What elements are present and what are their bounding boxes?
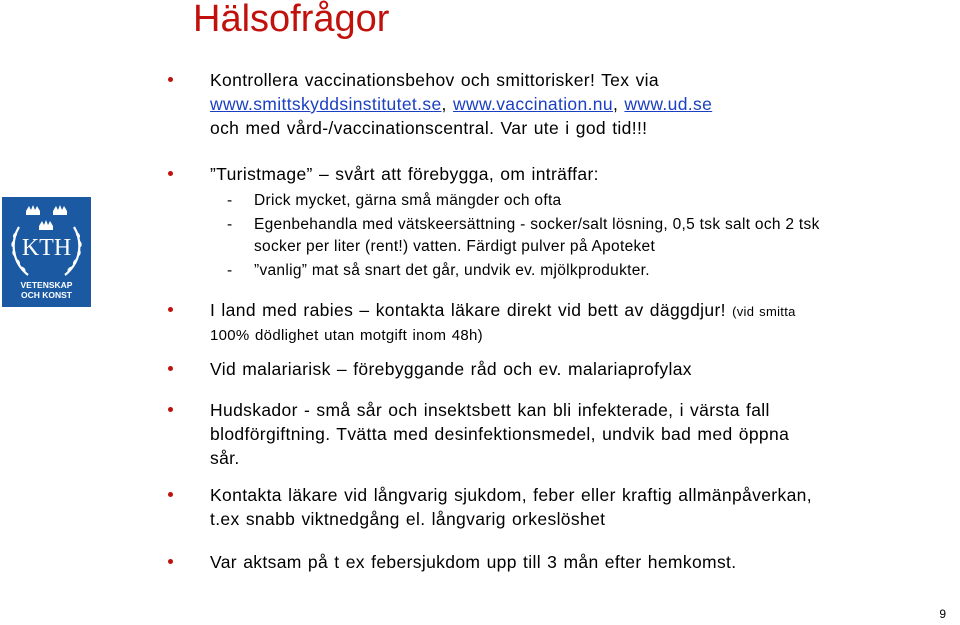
sub-dash: - xyxy=(227,192,233,209)
bullet-text: och med vård-/vaccinationscentral. Var ute i god tid!!! xyxy=(210,118,648,138)
bullet-aktsam xyxy=(163,550,960,574)
bullet-dot-icon xyxy=(168,77,173,82)
bullet-text: Kontrollera vaccinationsbehov och smittorisker! Tex via xyxy=(210,70,659,90)
logo-line2: OCH KONST xyxy=(21,290,72,300)
kth-crest-icon xyxy=(2,197,91,307)
page-number: 9 xyxy=(939,607,946,621)
kth-logo xyxy=(2,197,91,307)
bullet-kontakta-lakare xyxy=(163,483,960,531)
sub-dash: - xyxy=(227,262,233,279)
bullet-text: Hudskador - små sår och insektsbett kan bli infekterade, i värsta fall xyxy=(210,400,770,420)
link-separator: , xyxy=(612,94,625,114)
sub-item-rehydration: Egenbehandla med vätskeersättning - socker/salt lösning, 0,5 tsk salt och 2 tsk xyxy=(254,216,820,233)
bullet-text: ”Turistmage” – svårt att förebygga, om inträffar: xyxy=(210,164,599,184)
bullet-malaria xyxy=(163,357,960,381)
sub-item-rehydration-cont: socker per liter (rent!) vatten. Färdigt pulver på Apoteket xyxy=(254,238,656,255)
bullet-rabies xyxy=(163,298,960,348)
bullet-dot-icon xyxy=(168,559,173,564)
link-smittskyddsinstitutet[interactable]: www.smittskyddsinstitutet.se xyxy=(210,94,442,114)
logo-line1: VETENSKAP xyxy=(20,280,73,290)
bullet-dot-icon xyxy=(168,171,173,176)
bullet-text: sår. xyxy=(210,448,240,468)
link-separator: , xyxy=(441,94,453,114)
links-line xyxy=(210,92,960,116)
bullet-dot-icon xyxy=(168,366,173,371)
bullet-vaccination xyxy=(163,68,960,140)
bullet-text: blodförgiftning. Tvätta med desinfektionsmedel, undvik bad med öppna xyxy=(210,424,790,444)
bullet-dot-icon xyxy=(168,407,173,412)
slide-title: Hälsofrågor xyxy=(193,0,390,40)
bullet-dot-icon xyxy=(168,492,173,497)
bullet-note: (vid smitta xyxy=(732,304,796,319)
sub-list xyxy=(163,192,953,284)
sub-item-drink: Drick mycket, gärna små mängder och ofta xyxy=(254,192,562,209)
bullet-text: t.ex snabb viktnedgång el. långvarig orkeslöshet xyxy=(210,509,606,529)
link-ud[interactable]: www.ud.se xyxy=(624,94,713,114)
bullet-hudskador xyxy=(163,398,960,470)
sub-item-food: ”vanlig” mat så snart det går, undvik ev. mjölkprodukter. xyxy=(254,262,650,279)
logo-name: KTH xyxy=(21,235,72,261)
bullet-dot-icon xyxy=(168,307,173,312)
link-vaccination[interactable]: www.vaccination.nu xyxy=(452,94,613,114)
bullet-note-cont: 100% dödlighet utan motgift inom 48h) xyxy=(210,327,483,344)
bullet-turistmage xyxy=(163,162,960,186)
sub-dash: - xyxy=(227,216,233,233)
bullet-text: Kontakta läkare vid långvarig sjukdom, feber eller kraftig allmänpåverkan, xyxy=(210,485,812,505)
bullet-text: I land med rabies – kontakta läkare direkt vid bett av däggdjur! xyxy=(210,300,726,320)
bullet-text: Vid malariarisk – förebyggande råd och ev. malariaprofylax xyxy=(210,359,692,379)
bullet-text: Var aktsam på t ex febersjukdom upp till 3 mån efter hemkomst. xyxy=(210,552,737,572)
